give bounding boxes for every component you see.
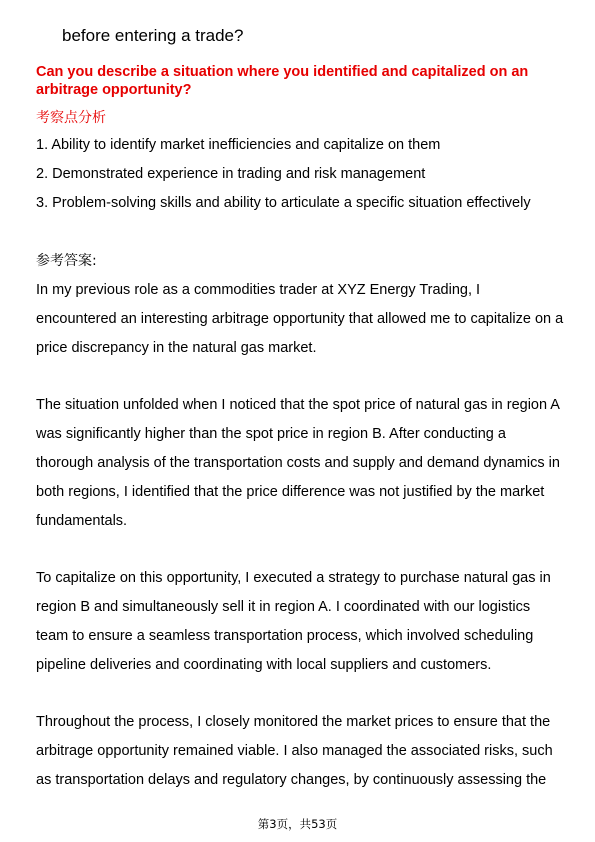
- answer-p2-line-2: was significantly higher than the spot price in region B. After conducting a: [36, 426, 506, 442]
- answer-p2-line-5: fundamentals.: [36, 513, 128, 529]
- answer-p3-line-1: To capitalize on this opportunity, I executed a strategy to purchase natural gas in: [36, 570, 551, 586]
- answer-p2-line-3: thorough analysis of the transportation costs and supply and demand dynamics in: [36, 455, 560, 471]
- answer-p3-line-3: team to ensure a seamless transportation process, which involved scheduling: [36, 628, 534, 644]
- answer-p3-line-4: pipeline deliveries and coordinating with local suppliers and customers.: [36, 657, 492, 673]
- answer-p1-line-1: In my previous role as a commodities trader at XYZ Energy Trading, I: [36, 282, 481, 298]
- answer-p1-line-3: price discrepancy in the natural gas market.: [36, 340, 317, 356]
- question-line-1: Can you describe a situation where you identified and capitalized on an: [36, 64, 529, 80]
- answer-p1-line-2: encountered an interesting arbitrage opportunity that allowed me to capitalize on a: [36, 311, 564, 327]
- answer-p4-line-2: arbitrage opportunity remained viable. I also managed the associated risks, such: [36, 743, 553, 759]
- question-line-2: arbitrage opportunity?: [36, 82, 192, 98]
- answer-p3-line-2: region B and simultaneously sell it in region A. I coordinated with our logistics: [36, 599, 531, 615]
- answer-p2-line-4: both regions, I identified that the price difference was not justified by the market: [36, 484, 545, 500]
- answer-p4-line-1: Throughout the process, I closely monitored the market prices to ensure that the: [36, 714, 551, 730]
- page-number-footer: 第3页，共53页: [257, 817, 338, 831]
- analysis-item-1: 1. Ability to identify market inefficiencies and capitalize on them: [36, 137, 441, 153]
- answer-p2-line-1: The situation unfolded when I noticed that the spot price of natural gas in region A: [36, 397, 560, 413]
- answer-heading: 参考答案:: [36, 253, 97, 269]
- analysis-item-3: 3. Problem-solving skills and ability to articulate a specific situation effectively: [36, 195, 531, 211]
- analysis-item-2: 2. Demonstrated experience in trading and risk management: [36, 166, 426, 182]
- answer-p4-line-3: as transportation delays and regulatory changes, by continuously assessing the: [36, 772, 547, 788]
- analysis-heading: 考察点分析: [36, 110, 106, 126]
- carryover-text: before entering a trade?: [62, 26, 244, 45]
